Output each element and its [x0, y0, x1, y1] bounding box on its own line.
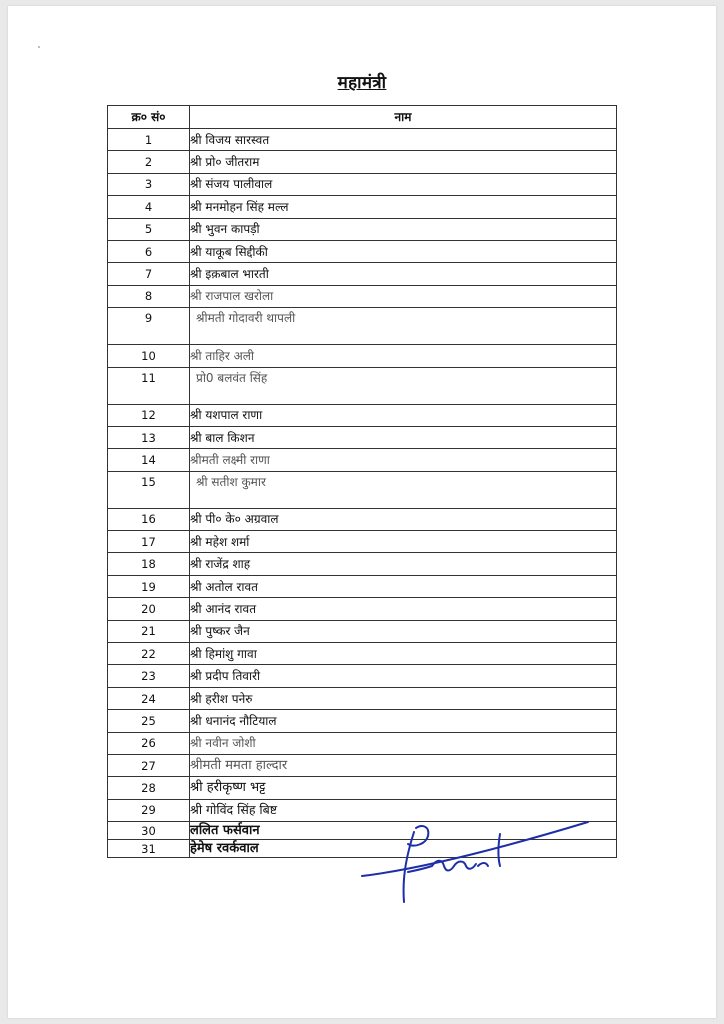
serial-header: क्र० सं०: [108, 106, 190, 129]
page-title: महामंत्री: [337, 73, 387, 93]
name-cell: ललित फर्सवान: [190, 822, 617, 840]
serial-cell: 5: [108, 218, 190, 240]
name-cell: प्रो0 बलवंत सिंह: [190, 367, 617, 404]
serial-cell: 2: [108, 151, 190, 173]
table-row: [108, 620, 617, 642]
name-cell: श्री हिमांशु गावा: [190, 643, 617, 665]
serial-cell: 29: [108, 799, 190, 821]
name-cell: श्री प्रो० जीतराम: [190, 151, 617, 173]
table-row: [108, 240, 617, 262]
table-row: [108, 404, 617, 426]
serial-cell: 20: [108, 598, 190, 620]
serial-cell: 26: [108, 732, 190, 754]
table-header-row: [108, 106, 617, 129]
table-row: [108, 367, 617, 404]
serial-cell: 22: [108, 643, 190, 665]
name-cell: श्री इक़बाल भारती: [190, 263, 617, 285]
table-row: [108, 531, 617, 553]
name-cell: श्री नवीन जोशी: [190, 732, 617, 754]
serial-cell: 8: [108, 285, 190, 307]
table-row: [108, 575, 617, 597]
table-row: [108, 196, 617, 218]
table-row: [108, 308, 617, 345]
name-cell: श्रीमती ममता हाल्दार: [190, 754, 617, 776]
serial-cell: 11: [108, 367, 190, 404]
name-cell: श्री बाल किशन: [190, 426, 617, 448]
serial-cell: 16: [108, 508, 190, 530]
name-cell: श्री याकूब सिद्दीकी: [190, 240, 617, 262]
table-row: [108, 687, 617, 709]
name-cell: श्री महेश शर्मा: [190, 531, 617, 553]
table-row: [108, 508, 617, 530]
serial-cell: 27: [108, 754, 190, 776]
table-row: [108, 710, 617, 732]
serial-cell: 30: [108, 822, 190, 840]
table-row: [108, 754, 617, 776]
table-row: [108, 665, 617, 687]
paper-speck: [38, 46, 40, 48]
table-row: [108, 732, 617, 754]
serial-cell: 25: [108, 710, 190, 732]
name-cell: श्री हरीश पनेरु: [190, 687, 617, 709]
serial-cell: 21: [108, 620, 190, 642]
serial-cell: 12: [108, 404, 190, 426]
serial-cell: 6: [108, 240, 190, 262]
name-cell: श्री प्रदीप तिवारी: [190, 665, 617, 687]
member-table: [107, 105, 617, 858]
document-page: [8, 6, 716, 1018]
serial-cell: 28: [108, 777, 190, 799]
serial-cell: 17: [108, 531, 190, 553]
table-row: [108, 598, 617, 620]
name-cell: श्री हरीकृष्ण भट्ट: [190, 777, 617, 799]
serial-cell: 3: [108, 173, 190, 195]
name-cell: श्री मनमोहन सिंह मल्ल: [190, 196, 617, 218]
serial-cell: 4: [108, 196, 190, 218]
table-row: [108, 426, 617, 448]
table-row: [108, 173, 617, 195]
name-cell: श्री भुवन कापड़ी: [190, 218, 617, 240]
table-row: [108, 643, 617, 665]
serial-cell: 24: [108, 687, 190, 709]
name-cell: श्री विजय सारस्वत: [190, 129, 617, 151]
serial-cell: 19: [108, 575, 190, 597]
name-cell: श्री सतीश कुमार: [190, 471, 617, 508]
name-cell: श्री धनानंद नौटियाल: [190, 710, 617, 732]
table-row: [108, 218, 617, 240]
name-cell: श्री अतोल रावत: [190, 575, 617, 597]
serial-cell: 23: [108, 665, 190, 687]
name-cell: श्री पुष्कर जैन: [190, 620, 617, 642]
table-row: [108, 263, 617, 285]
table-row: [108, 345, 617, 367]
signature: [352, 814, 592, 914]
name-header: नाम: [190, 106, 617, 129]
serial-cell: 1: [108, 129, 190, 151]
name-cell: श्री संजय पालीवाल: [190, 173, 617, 195]
serial-cell: 10: [108, 345, 190, 367]
table-row: [108, 285, 617, 307]
name-cell: श्रीमती लक्ष्मी राणा: [190, 449, 617, 471]
name-cell: श्री आनंद रावत: [190, 598, 617, 620]
serial-cell: 15: [108, 471, 190, 508]
table-row: [108, 129, 617, 151]
serial-cell: 9: [108, 308, 190, 345]
name-cell: श्री यशपाल राणा: [190, 404, 617, 426]
signature-stroke: [362, 822, 588, 902]
name-cell: श्री राजपाल खरोला: [190, 285, 617, 307]
serial-cell: 13: [108, 426, 190, 448]
serial-cell: 14: [108, 449, 190, 471]
serial-cell: 7: [108, 263, 190, 285]
name-cell: श्री ताहिर अली: [190, 345, 617, 367]
table-row: [108, 777, 617, 799]
table-row: [108, 471, 617, 508]
name-cell: श्रीमती गोदावरी थापली: [190, 308, 617, 345]
name-cell: हेमेष रवर्कवाल: [190, 840, 617, 858]
table-row: [108, 151, 617, 173]
table-row: [108, 553, 617, 575]
name-cell: श्री पी० के० अग्रवाल: [190, 508, 617, 530]
name-cell: श्री गोविंद सिंह बिष्ट: [190, 799, 617, 821]
serial-cell: 31: [108, 840, 190, 858]
table-row: [108, 449, 617, 471]
name-cell: श्री राजेंद्र शाह: [190, 553, 617, 575]
serial-cell: 18: [108, 553, 190, 575]
